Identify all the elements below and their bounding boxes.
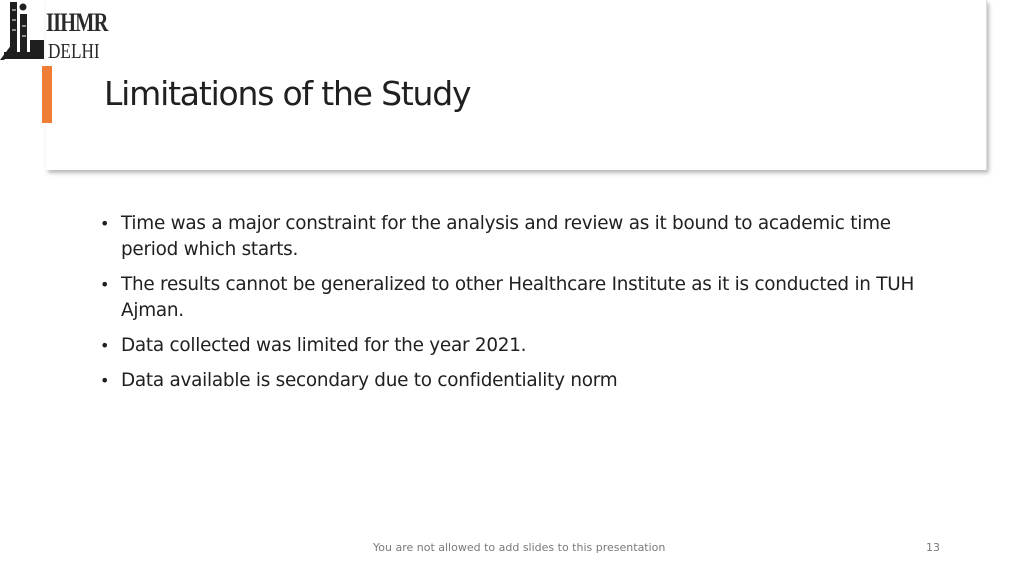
logo-text-iihmr: IIHMR — [46, 8, 108, 37]
bullet-dot-icon: • — [100, 275, 110, 294]
list-item — [100, 211, 950, 263]
bullet-list — [100, 211, 950, 403]
bullet-dot-icon: • — [100, 371, 110, 390]
list-item — [100, 333, 950, 359]
bullet-text: The results cannot be generalized to other Healthcare Institute as it is conducted in TUH Ajman. — [121, 274, 915, 321]
footer-note: You are not allowed to add slides to this presentation — [373, 541, 666, 554]
bullet-text: Time was a major constraint for the analysis and review as it bound to academic time period which starts. — [121, 213, 891, 260]
logo-text-delhi: DELHI — [48, 39, 100, 63]
bullet-dot-icon: • — [100, 336, 110, 355]
bullet-text: Data available is secondary due to confidentiality norm — [121, 370, 618, 391]
list-item — [100, 272, 950, 324]
bullet-text: Data collected was limited for the year 2021. — [121, 335, 527, 356]
list-item — [100, 368, 950, 394]
page-title: Limitations of the Study — [104, 74, 471, 113]
title-accent-bar — [42, 66, 52, 123]
slide-number: 13 — [926, 541, 940, 554]
iihmr-logo-mark-icon — [0, 0, 46, 62]
iihmr-delhi-logo — [0, 0, 120, 64]
bullet-dot-icon: • — [100, 214, 110, 233]
